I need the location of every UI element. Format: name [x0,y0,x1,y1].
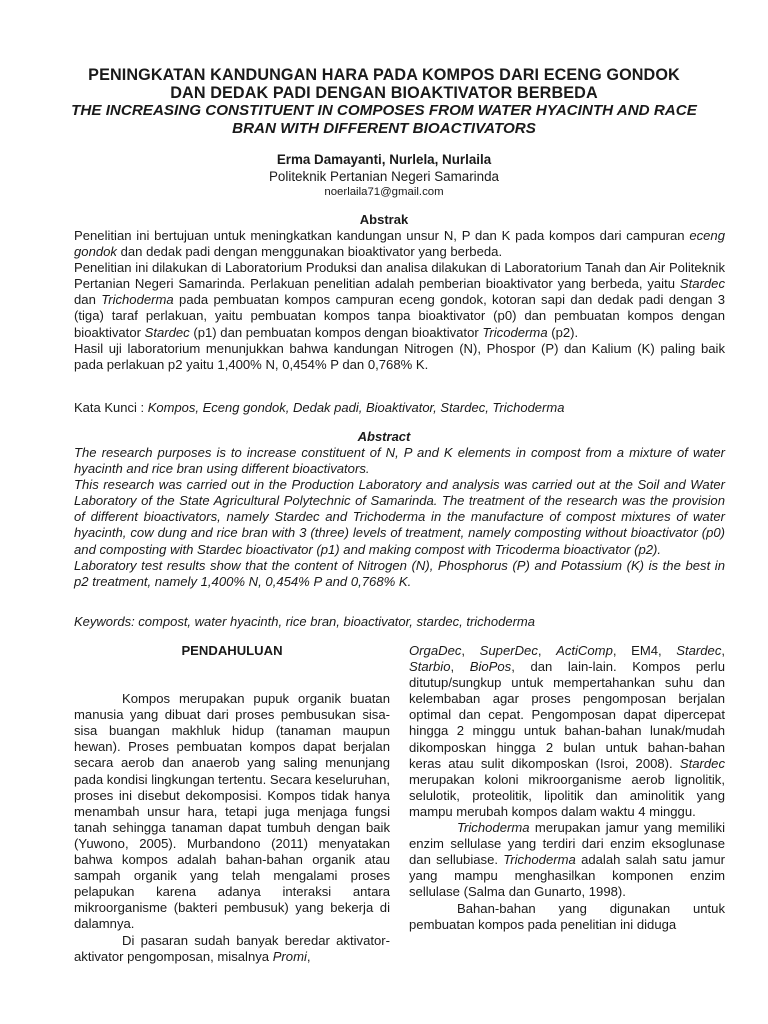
abstract-paragraph-1: The research purposes is to increase constituent of N, P and K elements in compost from a mixture of water hyacinth and rice bran using different bioactivators. [74,445,725,477]
title-english-line-2: BRAN WITH DIFFERENT BIOACTIVATORS [232,120,536,137]
abstract-paragraph-3: Laboratory test results show that the content of Nitrogen (N), Phosphorus (P) and Potassium (K) is the best in p2 treatment, namely 1,400% N, 0,454% P and 0,768% K. [74,557,725,589]
body-paragraph: Bahan-bahan yang digunakan untuk pembuatan kompos pada penelitian ini diduga [409,900,725,932]
abstract-heading: Abstract [357,429,411,444]
authors: Erma Damayanti, Nurlela, Nurlaila [276,152,492,167]
abstrak-heading: Abstrak [359,212,409,227]
body-paragraph: Kompos merupakan pupuk organik buatan manusia yang dibuat dari proses pembusukan sisa-sisa buangan makhluk hidup (tanaman maupun hewan). Proses pembuatan kompos dapat berjalan secara aerob dan anaerob yang saling menunjang pada kondisi lingkungan tertentu. Secara keseluruhan, proses ini disebut dekomposisi. Kompos tidak hanya menambah unsur hara, tetapi juga menjaga fungsi tanah sehingga tanaman dapat tumbuh dengan baik (Yuwono, 2005). Murbandono (2011) menyatakan bahwa kompos adalah bahan-bahan organik atau sampah organik yang telah mengalami proses pelapukan karena adanya interaksi antara mikroorganisme (bakteri pembusuk) yang bekerja di dalamnya. [74,691,390,932]
body-paragraph: Di pasaran sudah banyak beredar aktivator-aktivator pengomposan, misalnya Promi, [74,932,390,964]
body-paragraph: OrgaDec, SuperDec, ActiComp, EM4, Stardec, Starbio, BioPos, dan lain-lain. Kompos perlu ditutup/sungkup untuk mempertahankan suhu dan kelembaban agar proses pengomposan berjalan optimal dan cepat. Pengomposan dapat dipercepat hingga 2 minggu untuk bahan-bahan lunak/mudah dikomposkan hingga 2 bulan untuk bahan-bahan keras atau sulit dikomposkan (Isroi, 2008). Stardec merupakan koloni mikroorganisme aerob lignolitik, selulotik, proteolitik, lipolitik dan aminolitik yang mampu merubah kompos dalam waktu 4 minggu. [409,643,726,819]
body-column-right [409,643,725,933]
abstrak-paragraph-3: Hasil uji laboratorium menunjukkan bahwa kandungan Nitrogen (N), Phospor (P) dan Kalium (K) paling baik pada perlakuan p2 yaitu 1,400% N, 0,454% P dan 0,768% K. [74,340,725,372]
section-heading-pendahuluan: PENDAHULUAN [181,643,283,658]
abstrak-paragraph-1: Penelitian ini bertujuan untuk meningkatkan kandungan unsur N, P dan K pada kompos dari campuran eceng gondok dan dedak padi dengan menggunakan bioaktivator yang berbeda. [74,228,725,260]
title-block [60,66,708,138]
title-indonesian-line-1: PENINGKATAN KANDUNGAN HARA PADA KOMPOS DARI ECENG GONDOK [88,66,680,84]
abstrak-paragraph-2: Penelitian ini dilakukan di Laboratorium Produksi dan analisa dilakukan di Laboratorium Tanah dan Air Politeknik Pertanian Negeri Samarinda. Perlakuan penelitian adalah pemberian bioaktivator yang berbeda, yaitu Stardec dan Trichoderma pada pembuatan kompos campuran eceng gondok, kotoran sapi dan dedak padi dengan 3 (tiga) taraf perlakuan, yaitu pembuatan kompos tanpa bioaktivator (p0) dan pembuatan kompos dengan bioaktivator Stardec (p1) dan pembuatan kompos dengan bioaktivator Tricoderma (p2). [74,260,726,340]
keywords: Keywords: compost, water hyacinth, rice bran, bioactivator, stardec, trichoderma [74,614,535,629]
title-indonesian-line-2: DAN DEDAK PADI DENGAN BIOAKTIVATOR BERBEDA [170,84,598,102]
body-paragraph: Trichoderma merupakan jamur yang memiliki enzim sellulase yang terdiri dari enzim eksoglunase dan sellubiase. Trichoderma adalah salah satu jamur yang mampu menghasilkan komponen enzim sellulase (Salma dan Gunarto, 1998). [409,820,725,900]
author-email: noerlaila71@gmail.com [324,186,444,198]
title-english-line-1: THE INCREASING CONSTITUENT IN COMPOSES FROM WATER HYACINTH AND RACE [71,102,697,119]
abstract-paragraph-2: This research was carried out in the Production Laboratory and analysis was carried out at the Soil and Water Laboratory of the State Agricultural Polytechnic of Samarinda. The treatment of the research was the provision of different bioactivators, namely Stardec and Trichoderma in the manufacture of compost mixtures of water hyacinth, cow dung and rice bran with 3 (three) levels of treatment, namely composting without bioactivator (p0) and composting with Stardec bioactivator (p1) and making compost with Tricoderma bioactivator (p2). [74,477,725,557]
body-column-left [74,643,390,965]
kata-kunci: Kata Kunci : Kompos, Eceng gondok, Dedak padi, Bioaktivator, Stardec, Trichoderma [74,400,565,415]
abstract-body [74,445,725,590]
institution: Politeknik Pertanian Negeri Samarinda [269,169,499,184]
abstrak-body [74,228,725,373]
